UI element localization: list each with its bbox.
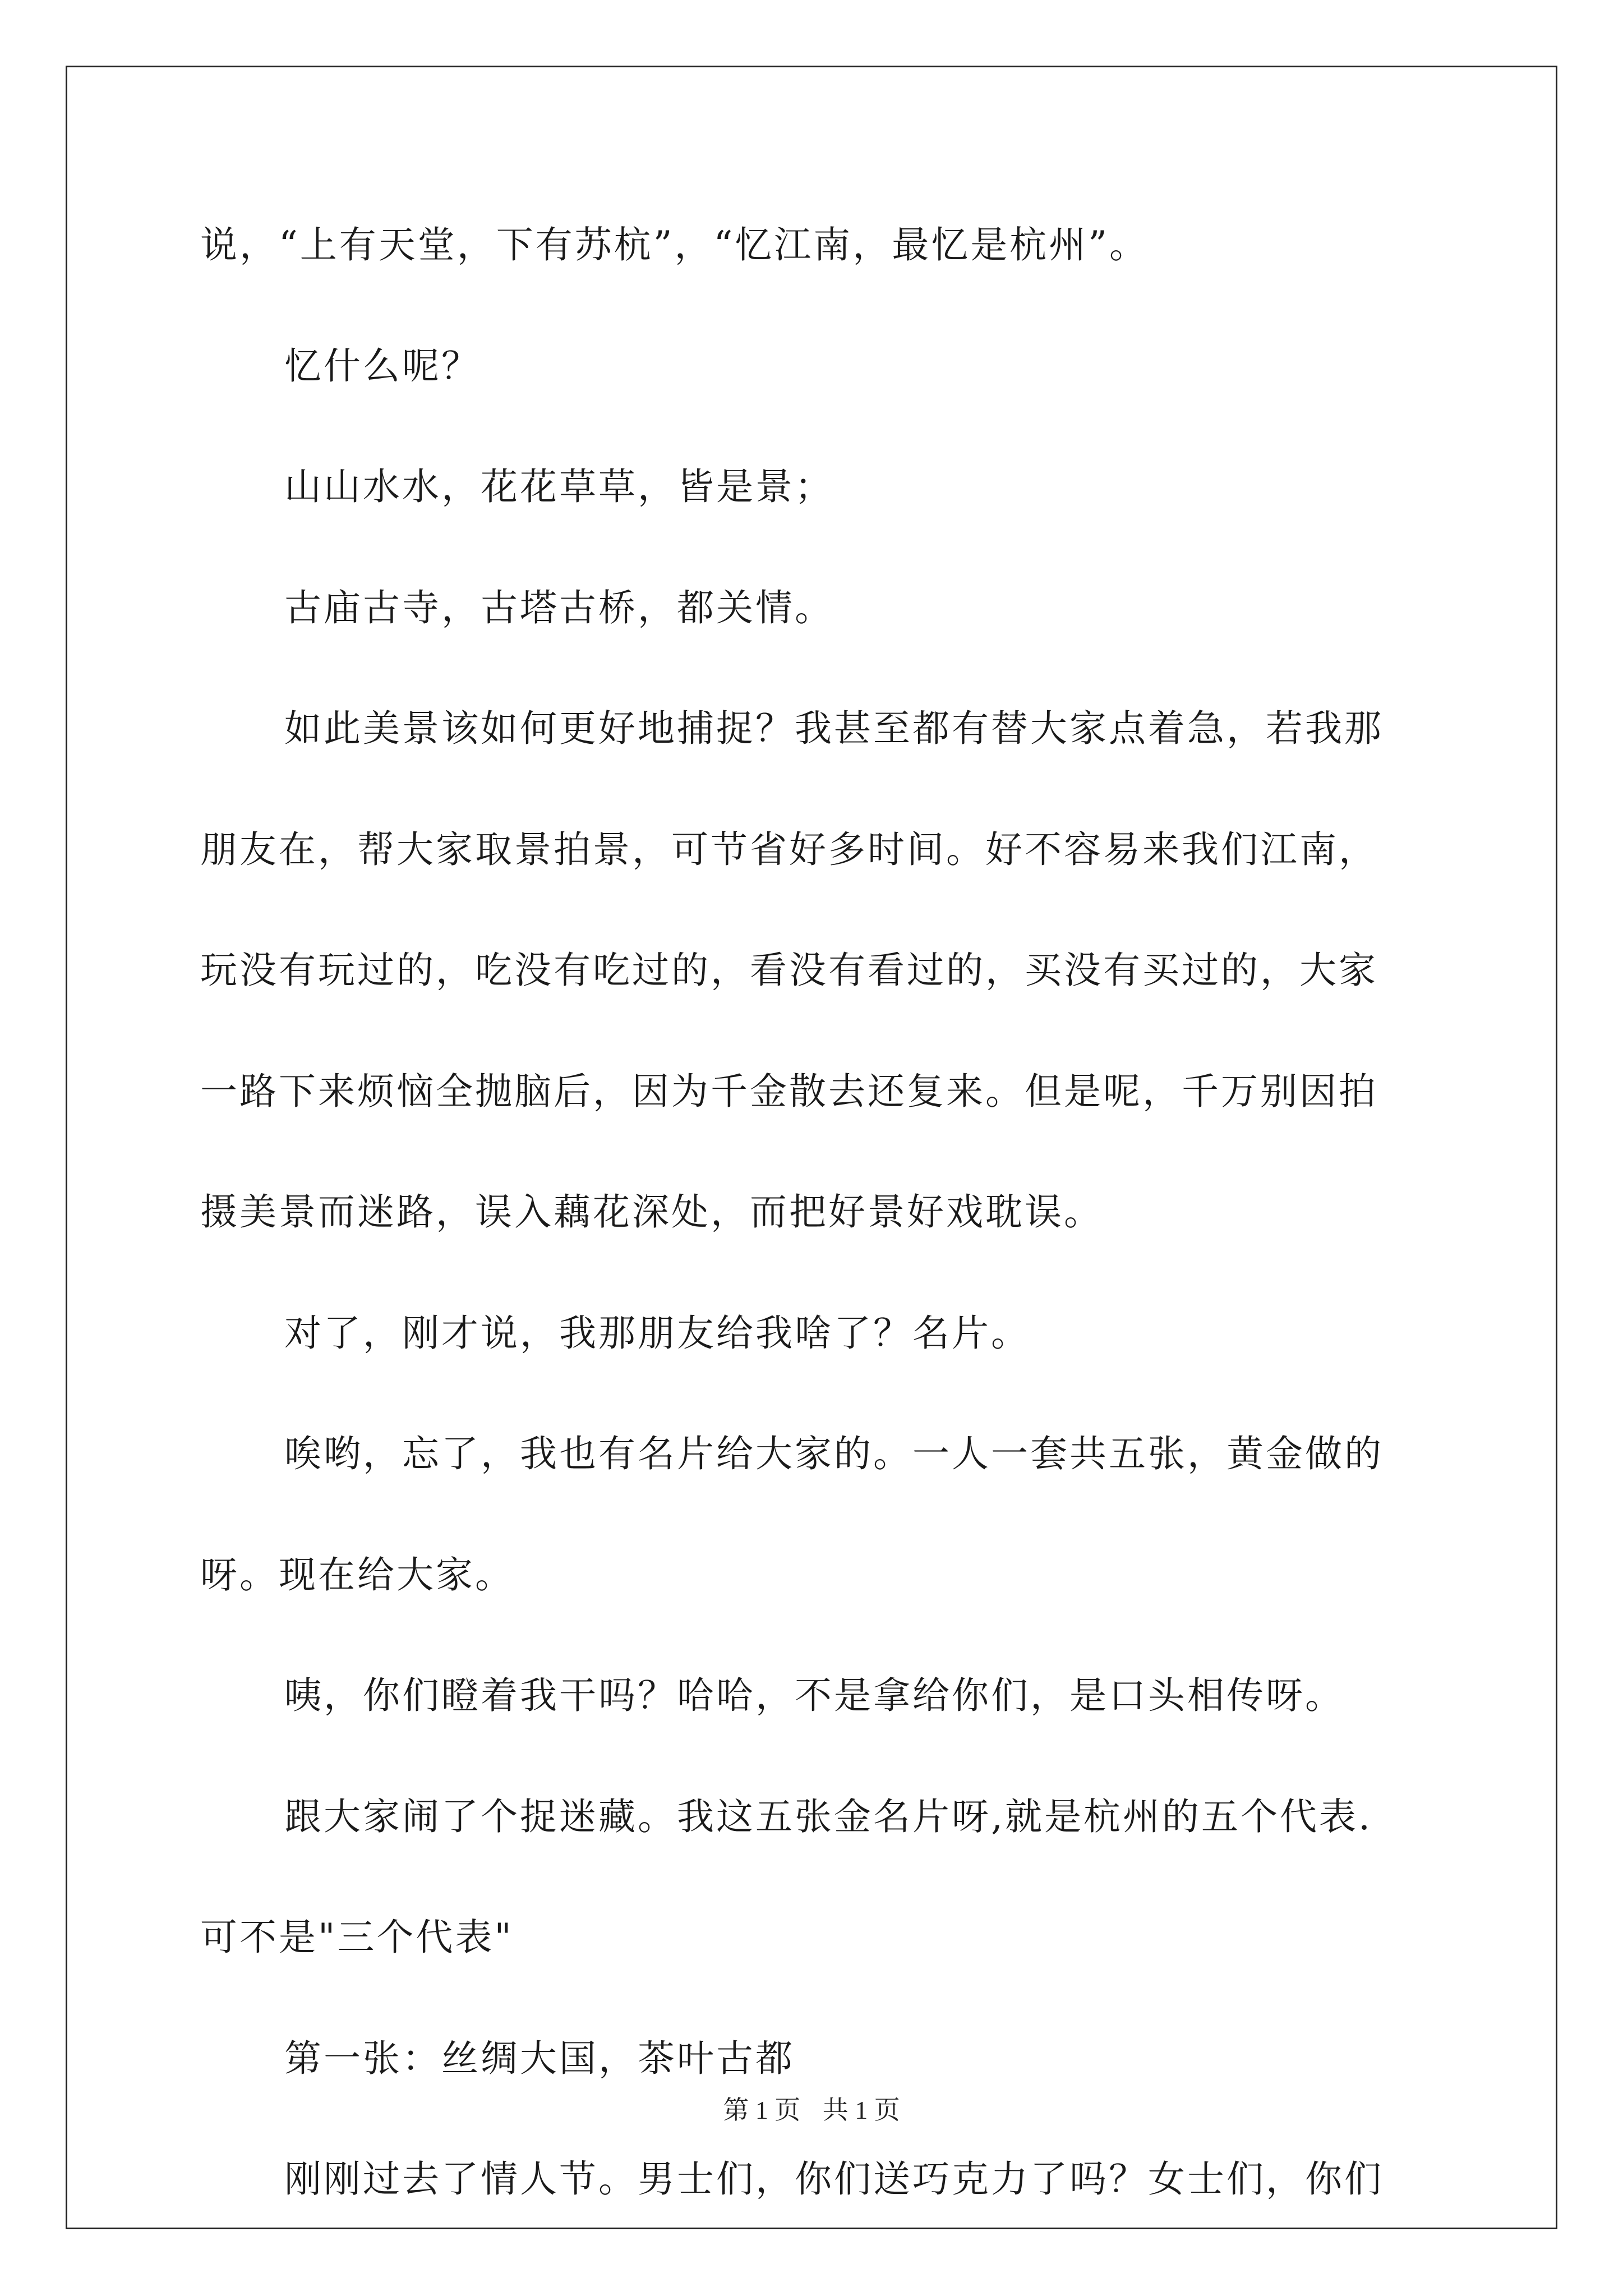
paragraph-line: 山山水水，花花草草，皆是景；	[284, 465, 834, 508]
document-body	[200, 220, 1428, 2275]
paragraph-line: 第一张：丝绸大国，茶叶古都	[284, 2036, 795, 2080]
paragraph-line: 古庙古寺，古塔古桥，都关情。	[284, 586, 834, 629]
paragraph-line: 咦，你们瞪着我干吗？哈哈，不是拿给你们，是口头相传呀。	[284, 1674, 1344, 1717]
paragraph-line: 玩没有玩过的，吃没有吃过的，看没有看过的，买没有买过的，大家	[200, 949, 1378, 992]
paragraph-line: 唉哟，忘了，我也有名片给大家的。一人一套共五张，黄金做的	[284, 1432, 1384, 1475]
paragraph-line: 说，“上有天堂，下有苏杭”，“忆江南，最忆是杭州”。	[200, 223, 1149, 266]
paragraph-line: 摄美景而迷路，误入藕花深处，而把好景好戏耽误。	[200, 1190, 1103, 1234]
paragraph-line: 忆什么呢？	[284, 344, 481, 388]
page-footer	[0, 2090, 1623, 2127]
page-number-current: 第 1 页	[723, 2096, 801, 2124]
paragraph-line: 可不是"三个代表"	[200, 1916, 514, 1959]
page-number-total: 共 1 页	[822, 2096, 900, 2124]
paragraph-line: 跟大家闹了个捉迷藏。我这五张金名片呀,就是杭州的五个代表.	[284, 1795, 1372, 1838]
paragraph-line: 朋友在，帮大家取景拍景，可节省好多时间。好不容易来我们江南，	[200, 827, 1378, 871]
paragraph-line: 一路下来烦恼全抛脑后，因为千金散去还复来。但是呢，千万别因拍	[200, 1069, 1378, 1113]
paragraph-line: 刚刚过去了情人节。男士们，你们送巧克力了吗？女士们，你们	[284, 2157, 1384, 2201]
paragraph-line: 如此美景该如何更好地捕捉？我甚至都有替大家点着急，若我那	[284, 707, 1384, 750]
paragraph-line: 呀。现在给大家。	[200, 1553, 514, 1596]
paragraph-line: 对了，刚才说，我那朋友给我啥了？名片。	[284, 1311, 1030, 1355]
